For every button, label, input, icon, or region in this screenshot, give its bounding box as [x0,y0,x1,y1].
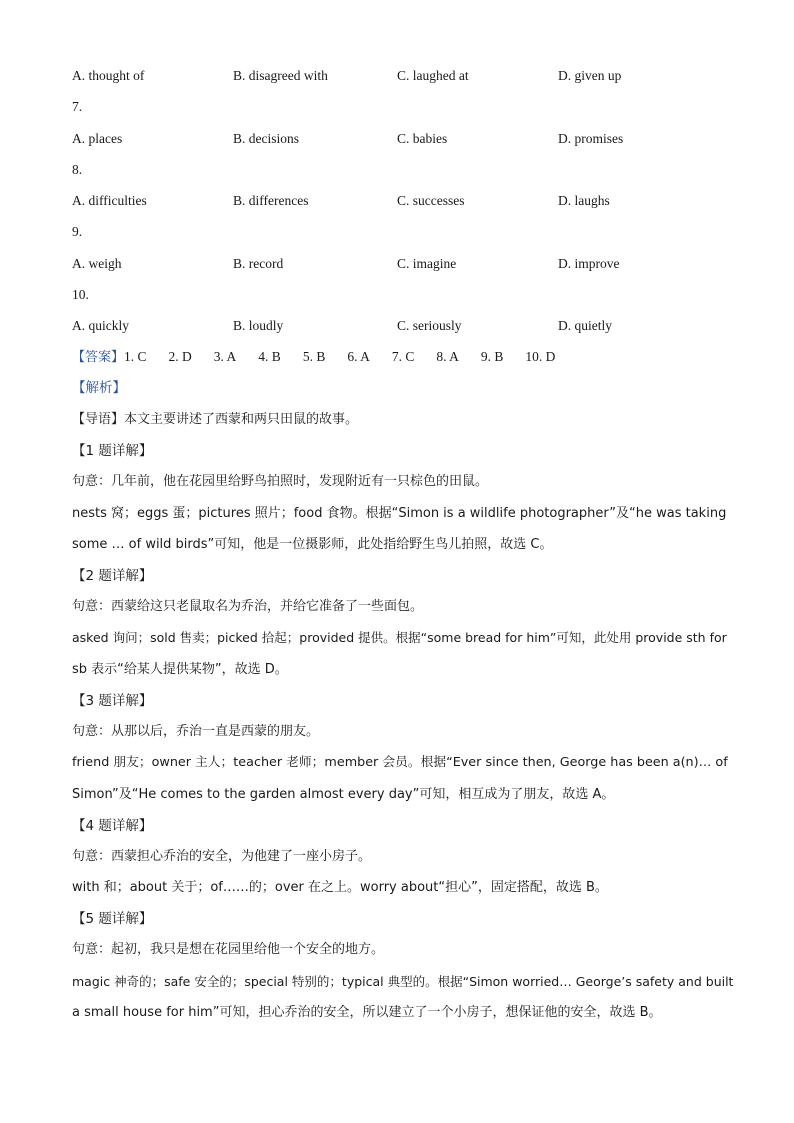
analysis-label: 【解析】 [72,380,126,396]
q7-option-d: D. promises [558,131,624,146]
answer-item: 3. A [213,349,237,364]
q10-number: 10. [72,287,89,302]
q8-option-d: D. laughs [558,193,610,208]
answer-item: 1. C [124,349,147,364]
q9-option-d: D. improve [558,256,620,271]
answer-item: 8. A [436,349,459,364]
detail-2-line: asked 询问；sold 售卖；picked 拾起；provided 提供。根据“some bread for him”可知，此处用 provide sth for [72,630,727,645]
detail-5-line: 句意：起初，我只是想在花园里给他一个安全的地方。 [72,942,385,957]
q7-option-b: B. decisions [233,131,299,146]
q10-options [72,317,732,335]
answer-item: 5. B [302,349,326,364]
answer-item: 6. A [347,349,370,364]
detail-5-heading: 【5 题详解】 [72,911,153,927]
q8-options [72,192,732,210]
q8-option-b: B. differences [233,193,309,208]
answer-item: 9. B [480,349,504,364]
detail-3-line: Simon”及“He comes to the garden almost every day”可知，相互成为了朋友，故选 A。 [72,787,615,802]
q10-option-c: C. seriously [397,318,462,333]
answer-label: 【答案】 [72,350,125,365]
answer-item: 7. C [391,349,415,364]
detail-3-heading: 【3 题详解】 [72,693,153,709]
detail-5-line: a small house for him”可知，担心乔治的安全，所以建立了一个小房子，想保证他的安全，故选 B。 [72,1005,662,1020]
answer-item: 10. D [525,349,556,364]
q6-option-b: B. disagreed with [233,68,328,83]
q9-option-a: A. weigh [72,256,122,271]
detail-2-line: 句意：西蒙给这只老鼠取名为乔治，并给它准备了一些面包。 [72,599,424,614]
detail-1-line: nests 窝；eggs 蛋；pictures 照片；food 食物。根据“Simon is a wildlife photographer”及“he was taking [72,506,727,521]
detail-1-heading: 【1 题详解】 [72,443,153,459]
q9-number: 9. [72,224,83,239]
detail-4-line: with 和；about 关于；of……的；over 在之上。worry about“担心”，固定搭配，故选 B。 [72,880,608,895]
detail-4-line: 句意：西蒙担心乔治的安全，为他建了一座小房子。 [72,849,372,864]
q6-option-a: A. thought of [72,68,145,83]
detail-4-heading: 【4 题详解】 [72,818,153,834]
q9-options [72,255,732,273]
q8-option-c: C. successes [397,193,465,208]
q7-option-c: C. babies [397,131,448,146]
q7-option-a: A. places [72,131,123,146]
detail-5-line: magic 神奇的；safe 安全的；special 特别的；typical 典型的。根据“Simon worried… George’s safety and built [72,974,734,989]
detail-3-line: 句意：从那以后，乔治一直是西蒙的朋友。 [72,724,320,739]
detail-3-line: friend 朋友；owner 主人；teacher 老师；member 会员。根据“Ever since then, George has been a(n)… of [72,755,728,770]
detail-2-line: sb 表示“给某人提供某物”，故选 D。 [72,662,288,677]
answer-item: 2. D [168,349,192,364]
q9-option-b: B. record [233,256,284,271]
answer-row [72,348,577,367]
q6-option-c: C. laughed at [397,68,469,83]
detail-2-heading: 【2 题详解】 [72,568,153,584]
q10-option-a: A. quickly [72,318,129,333]
answer-item: 4. B [258,349,281,364]
q10-option-b: B. loudly [233,318,284,333]
q6-option-d: D. given up [558,68,622,83]
detail-1-line: some … of wild birds”可知，他是一位摄影师，此处指给野生鸟儿拍照，故选 C。 [72,537,553,552]
detail-1-line: 句意：几年前，他在花园里给野鸟拍照时，发现附近有一只棕色的田鼠。 [72,474,489,489]
q7-options [72,130,732,148]
q10-option-d: D. quietly [558,318,612,333]
intro-text: 【导语】本文主要讲述了西蒙和两只田鼠的故事。 [72,412,359,427]
q6-options [72,67,732,85]
q8-number: 8. [72,162,83,177]
q7-number: 7. [72,99,83,114]
q9-option-c: C. imagine [397,256,457,271]
q8-option-a: A. difficulties [72,193,147,208]
